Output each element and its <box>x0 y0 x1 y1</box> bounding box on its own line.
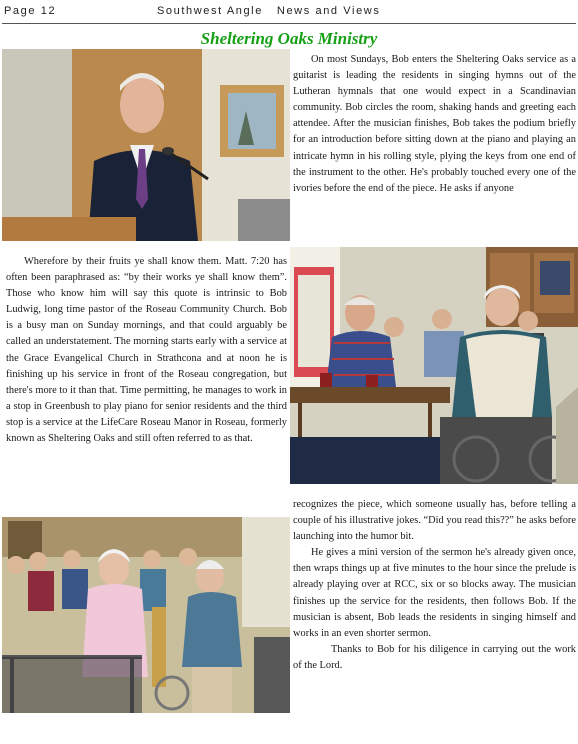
article-column-right-bottom <box>293 497 576 674</box>
newsletter-name: Southwest Angle News and Views <box>157 5 381 17</box>
photo-pastor-speaking <box>2 49 290 241</box>
photo-residents-at-table <box>290 247 578 484</box>
paragraph: Wherefore by their fruits ye shall know them. Matt. 7:20 has often been paraphrased as: “by their works ye shall know them”. Those who know him will say this quote is intrinsic to Bob Ludwig, long time pastor of the Roseau Community Church. Bob is a busy man on Sunday mornings, and that could arguably be called an understatement. The morning starts early with a service at the Grace Evangelical Church in Strathcona and at noon he is finishing up his service in front of the Roseau congregation, but there's more to it than that. Time permitting, he manages to work in a stop in Greenbush to play piano for senior residents and the third stop is a service at the LifeCare Roseau Manor in Roseau, formerly known as Sheltering Oaks and still often referred to as that. <box>6 256 287 445</box>
page-number: Page 12 <box>4 5 57 17</box>
paragraph: On most Sundays, Bob enters the Sheltering Oaks service as a guitarist is leading the residents in singing hymns out of the Lutheran hymnals that one would expect in a Scandinavian community. Bob circles the room, shaking hands and greeting each attendee. After the musician finishes, Bob takes the podium briefly for an introduction before sitting down at the piano and playing an intricate hymn in his rolling style, plying the keys from one end of the instrument to the other. He's probably touched every one of the ivories before the end of the piece. He asks if anyone <box>293 54 576 194</box>
header-rule <box>2 23 576 24</box>
page-header <box>0 0 578 26</box>
article-column-left <box>6 254 287 447</box>
paragraph: Thanks to Bob for his diligence in carrying out the work of the Lord. <box>293 643 576 671</box>
article-column-right-top <box>293 52 576 197</box>
paragraph: He gives a mini version of the sermon he's already given once, then wraps things up at five minutes to the hour since the prelude is already playing over at RCC, six or so blocks away. The musician finishes up the service for the residents, then follows Bob. If the musician is absent, Bob leads the residents in singing himself and works in an even shorter sermon. <box>293 547 576 639</box>
article-title: Sheltering Oaks Ministry <box>200 29 378 48</box>
photo-residents-gathered <box>2 517 290 713</box>
paragraph: recognizes the piece, which someone usually has, before telling a couple of his illustrative jokes. “Did you read this??” he asks before launching into the humor bit. <box>293 499 576 543</box>
